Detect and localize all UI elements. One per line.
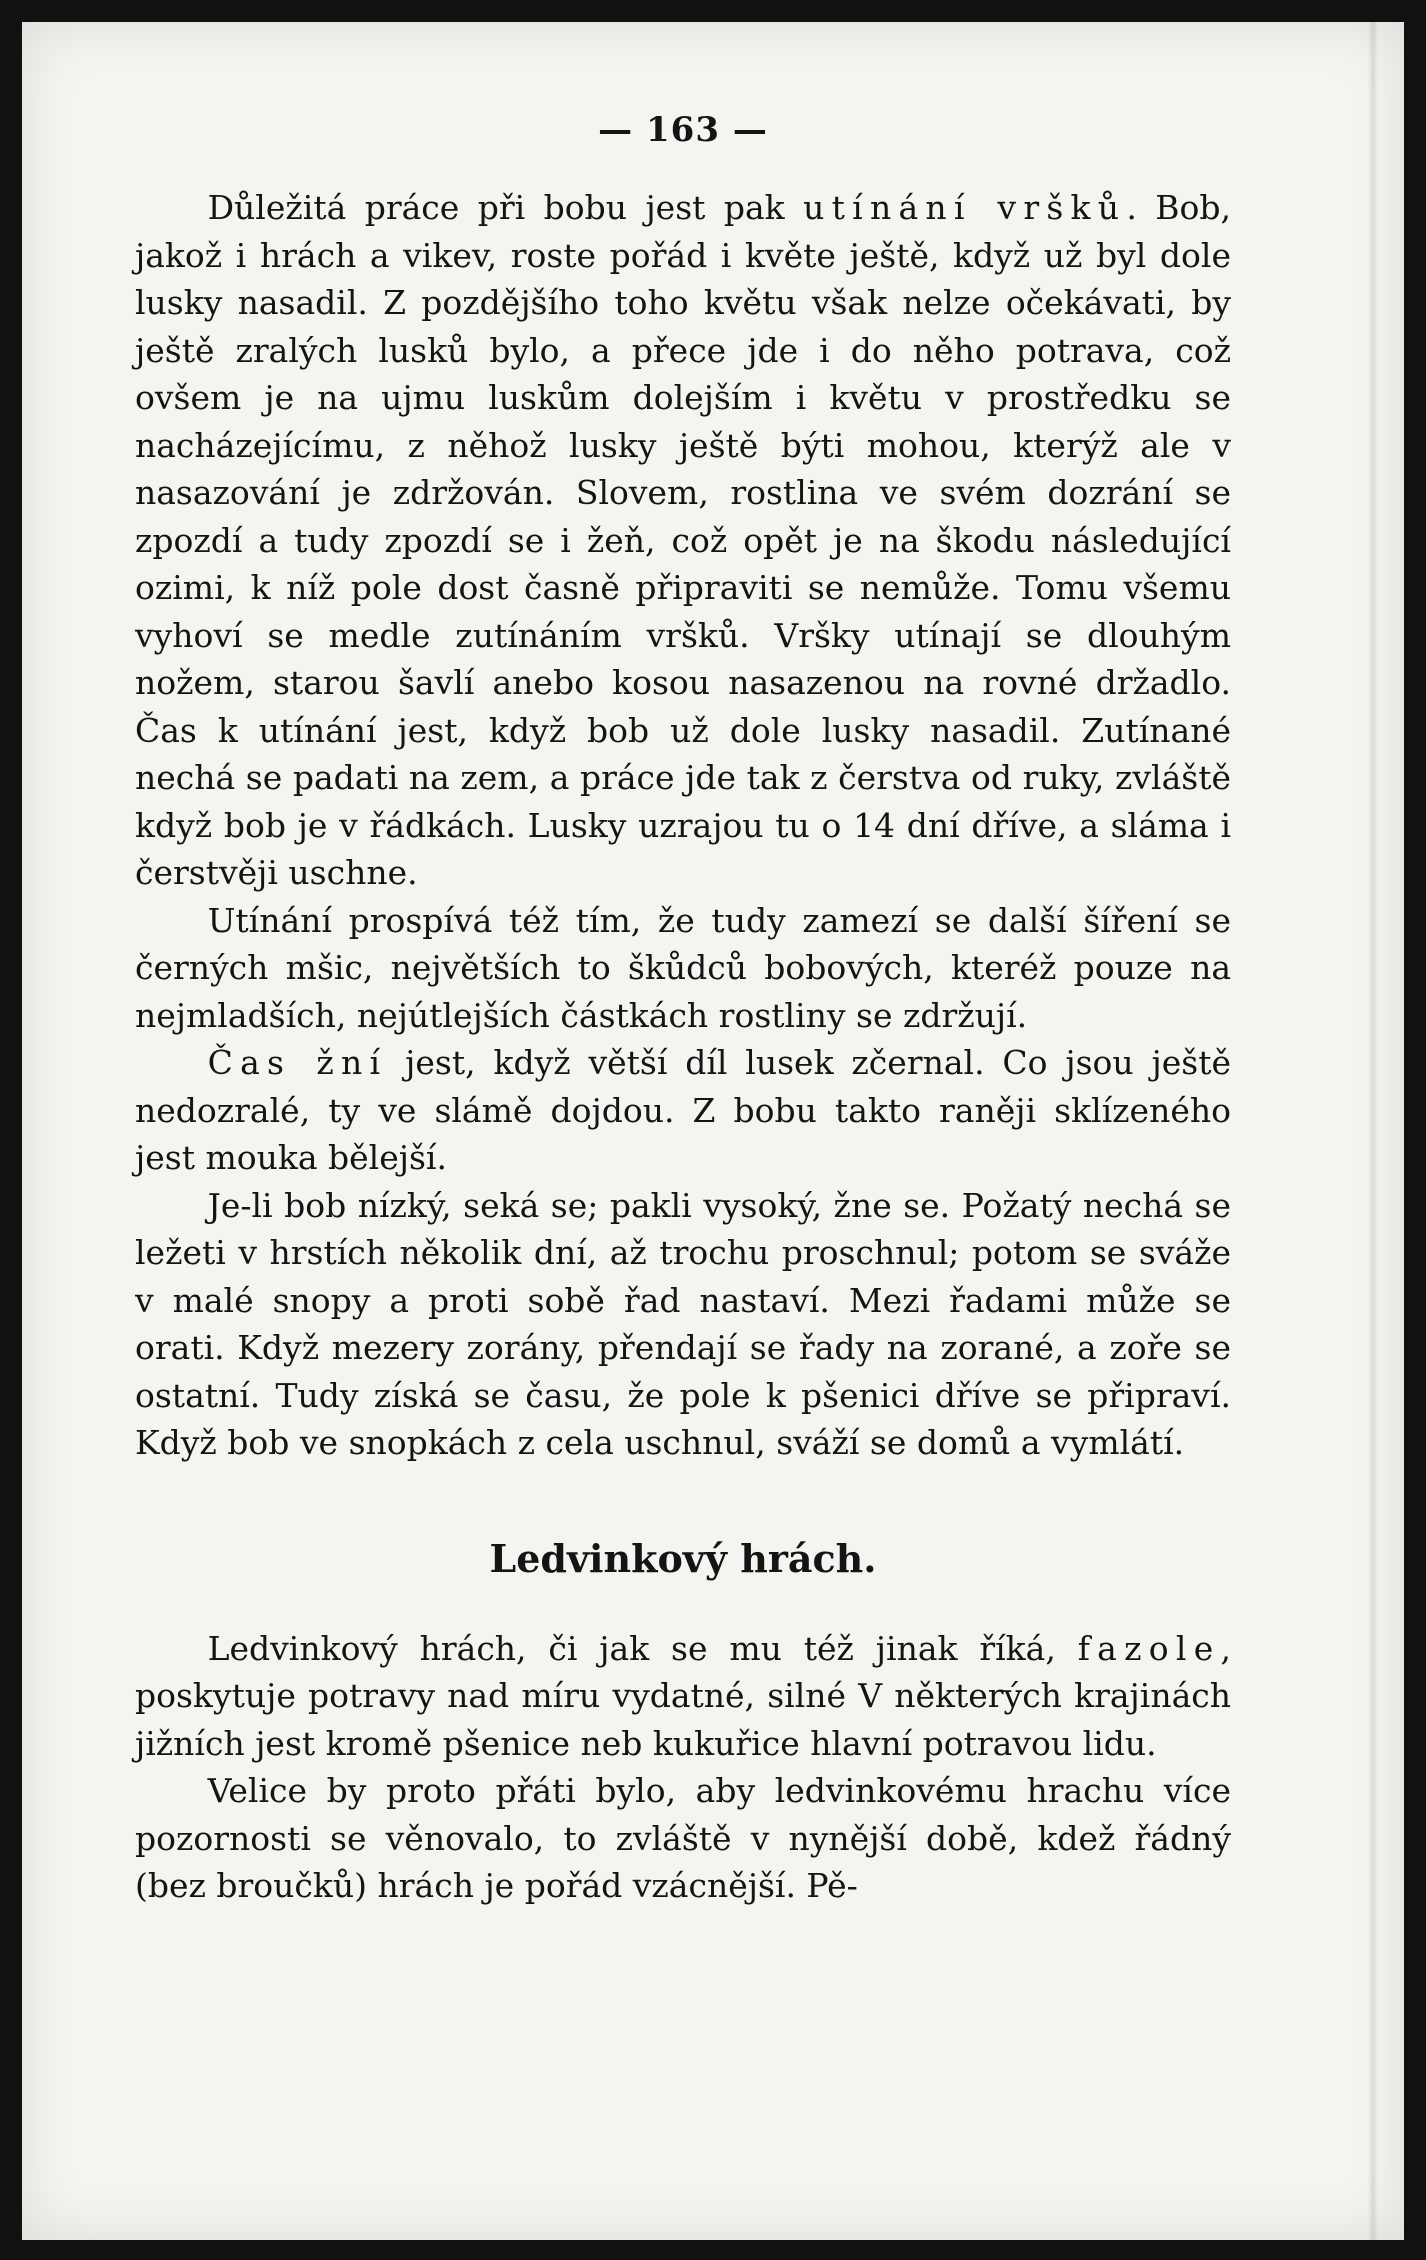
page-number: — 163 — (598, 110, 768, 150)
paragraph-velice-by-proto (135, 1767, 1231, 1910)
spaced-term: fazole (1077, 1628, 1221, 1668)
paragraph-text-pre: Velice by proto přáti bylo, aby ledvinkovému hrachu více pozornosti se věnovalo, to zvláště v nynější době, kdež řádný (bez broučků) hrách je pořád vzácnější. Pě- (135, 1771, 1231, 1905)
paragraph-utinani-vrsku (135, 184, 1231, 897)
paragraph-text-post: . Bob, jakož i hrách a vikev, roste pořád i květe ještě, když už byl dole lusky nasadil. Z pozdějšího toho květu však nelze očekávati, by ještě zralých lusků bylo, a přece jde i do něho potrava, což ovšem je na ujmu luskům dolejším i květu v prostředku se nacházejícímu, z něhož lusky ještě býti mohou, kterýž ale v nasazování je zdržován. Slovem, rostlina ve svém dozrání se zpozdí a tudy zpozdí se i žeň, což opět je na škodu následující ozimi, k níž pole dost časně připraviti se nemůže. Tomu všemu vyhoví se medle zutínáním vršků. Vršky utínají se dlouhým nožem, starou šavlí anebo kosou nasazenou na rovné držadlo. Čas k utínání jest, když bob už dole lusky nasadil. Zutínané nechá se padati na zem, a práce jde tak z čerstva od ruky, zvláště když bob je v řádkách. Lusky uzrajou tu o 14 dní dříve, a sláma i čerstvěji uschne. (135, 188, 1231, 892)
paragraph-cas-zni (135, 1039, 1231, 1182)
paragraph-text-pre: Důležitá práce při bobu jest pak (207, 188, 804, 227)
paragraph-text-pre: Utínání prospívá též tím, že tudy zamezí se další šíření se černých mšic, největších to škůdců bobových, kteréž pouze na nejmladších, nejútlejších částkách rostliny se zdržují. (135, 900, 1231, 1035)
paragraph-text-post: , poskytuje potravy nad míru vydatné, silné V některých krajinách jižních jest kromě pšenice neb kukuřice hlavní potravou lidu. (135, 1628, 1231, 1763)
paragraph-text-pre: Ledvinkový hrách, či jak se mu též jinak říká, (207, 1628, 1078, 1668)
paragraph-ledvinkovy-hrach (135, 1625, 1231, 1768)
paragraph-seci-a-zne (135, 1182, 1231, 1467)
paragraph-text-post: jest, když větší díl lusek zčernal. Co jsou ještě nedozralé, ty ve slámě dojdou. Z bobu takto raněji sklízeného jest mouka bělejší. (135, 1043, 1231, 1177)
book-page (22, 22, 1404, 2240)
spaced-term: Čas žní (207, 1043, 388, 1082)
paragraph-utinani-prospiva (135, 897, 1231, 1040)
paragraph-text-pre: Je-li bob nízký, seká se; pakli vysoký, žne se. Požatý nechá se ležeti v hrstích několik dní, až trochu proschnul; potom se sváže v malé snopy a proti sobě řad nastaví. Mezi řadami může se orati. Když mezery zorány, přendají se řady na zorané, a zoře se ostatní. Tudy získá se času, že pole k pšenici dříve se připraví. Když bob ve snopkách z cela uschnul, sváží se domů a vymlátí. (135, 1185, 1231, 1462)
section-heading: Ledvinkový hrách. (489, 1535, 877, 1581)
spaced-term: utínání vršků (803, 188, 1127, 227)
